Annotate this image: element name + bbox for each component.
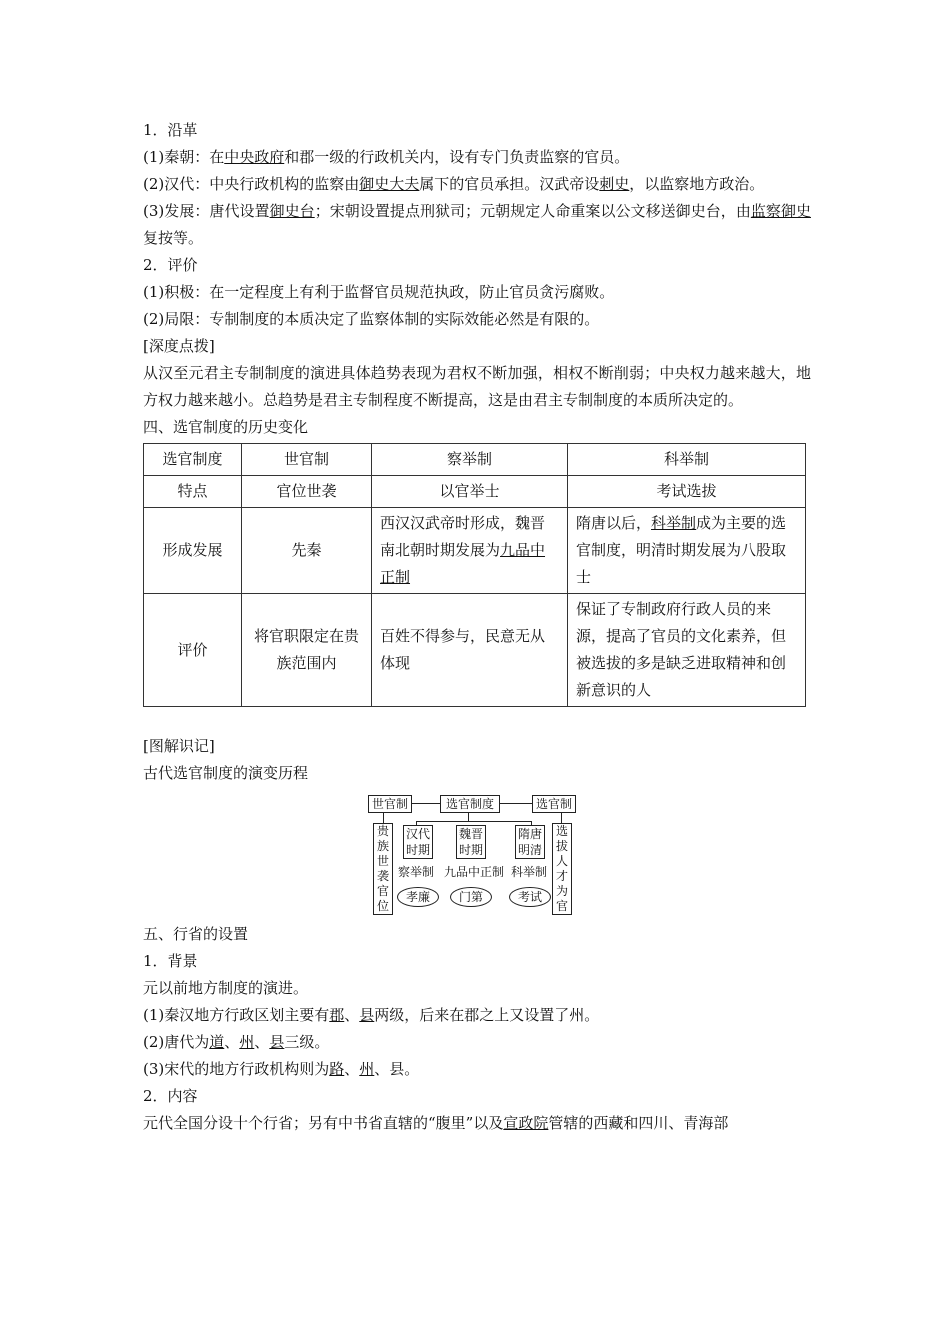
text: 元代全国分设十个行省；另有中书省直辖的“腹里”以及	[143, 1114, 504, 1132]
underlined-term: 中央政府	[224, 148, 285, 166]
table-cell	[372, 508, 568, 594]
underlined-term: 科举制	[651, 514, 697, 532]
text: 、	[344, 1006, 360, 1024]
paragraph	[143, 171, 811, 198]
method-label: 察举制	[398, 865, 435, 879]
text: (2)唐代为	[143, 1033, 210, 1051]
period-box-weijin: 魏晋时期	[456, 825, 486, 859]
table-cell: 保证了专制政府行政人员的来源，提高了官员的文化素养，但被选拔的多是缺乏进取精神和创新意识的人	[568, 594, 806, 707]
underlined-term: 九品中正制	[380, 541, 546, 586]
text: 、县。	[374, 1060, 420, 1078]
top-left-box: 世官制	[368, 795, 412, 813]
text: 两级，后来在郡之上又设置了州。	[374, 1006, 600, 1024]
basis-oval: 考试	[509, 887, 551, 907]
method-label: 九品中正制	[444, 865, 505, 879]
text: (2)汉代：中央行政机构的监察由	[143, 175, 360, 193]
section-heading: 2．评价	[143, 256, 198, 274]
table-row	[144, 444, 806, 476]
table-cell: 选官制度	[144, 444, 242, 476]
table-row	[144, 594, 806, 707]
left-vertical-box: 贵族世袭官位	[373, 823, 393, 915]
underlined-term: 御史台	[269, 202, 315, 220]
text: (1)秦朝：在	[143, 148, 225, 166]
underlined-term: 郡	[329, 1006, 345, 1024]
basis-oval: 孝廉	[397, 887, 439, 907]
text: 成为主要的选官制度，明清时期发展为八股取士	[576, 514, 787, 586]
text: 属下的官员承担。汉武帝设	[419, 175, 600, 193]
section-heading: 四、选官制度的历史变化	[143, 418, 309, 436]
section-heading: 2．内容	[143, 1087, 198, 1105]
method-label: 科举制	[511, 865, 548, 879]
connector-line	[499, 803, 532, 804]
table-row	[144, 508, 806, 594]
paragraph: 从汉至元君主专制制度的演进具体趋势表现为君权不断加强，相权不断削弱；中央权力越来越大，地方权力越来越小。总趋势是君主专制程度不断提高，这是由君主专制制度的本质所决定的。	[143, 364, 811, 409]
connector-line	[411, 803, 440, 804]
underlined-term: 路	[329, 1060, 345, 1078]
table-cell: 百姓不得参与，民意无从体现	[372, 594, 568, 707]
connector-line	[468, 813, 469, 821]
underlined-term: 御史大夫	[359, 175, 420, 193]
table-cell: 科举制	[568, 444, 806, 476]
connector-line	[561, 813, 562, 823]
text: (1)秦汉地方行政区划主要有	[143, 1006, 330, 1024]
text: 复按等。	[143, 229, 204, 247]
table-cell: 评价	[144, 594, 242, 707]
text: 管辖的西藏和四川、青海部	[548, 1114, 729, 1132]
section-heading: 1．沿革	[143, 121, 198, 139]
period-box-han: 汉代时期	[403, 825, 433, 859]
text: 、	[344, 1060, 360, 1078]
underlined-term: 刺史	[599, 175, 630, 193]
basis-oval: 门第	[450, 887, 492, 907]
underlined-term: 县	[269, 1033, 285, 1051]
paragraph: (2)局限：专制制度的本质决定了监察体制的实际效能必然是有限的。	[143, 310, 600, 328]
figure-caption: 古代选官制度的演变历程	[143, 764, 309, 782]
deep-label: [深度点拨]	[143, 337, 215, 355]
section-heading: 1．背景	[143, 952, 198, 970]
underlined-term: 州	[239, 1033, 255, 1051]
table-cell: 察举制	[372, 444, 568, 476]
section-heading: 五、行省的设置	[143, 925, 249, 943]
table-cell: 世官制	[242, 444, 372, 476]
text: (3)宋代的地方行政机构则为	[143, 1060, 330, 1078]
paragraph	[143, 1002, 811, 1029]
paragraph	[143, 1110, 811, 1137]
underlined-term: 宣政院	[503, 1114, 549, 1132]
figure-label: [图解识记]	[143, 737, 215, 755]
table-cell: 考试选拔	[568, 476, 806, 508]
paragraph: 元以前地方制度的演进。	[143, 979, 309, 997]
top-right-box: 选官制	[532, 795, 576, 813]
text: 和郡一级的行政机关内，设有专门负责监察的官员。	[284, 148, 630, 166]
text: 西汉汉武帝时形成，魏晋南北朝时期发展为	[380, 514, 546, 559]
underlined-term: 州	[359, 1060, 375, 1078]
text: 三级。	[284, 1033, 330, 1051]
top-mid-box: 选官制度	[440, 795, 500, 813]
text: ，以监察地方政治。	[629, 175, 765, 193]
text: 隋唐以后，	[576, 514, 652, 532]
table-cell: 特点	[144, 476, 242, 508]
selection-system-table	[143, 443, 806, 707]
paragraph	[143, 144, 811, 171]
period-box-suitang: 隋唐明清	[515, 825, 545, 859]
text: 、	[254, 1033, 270, 1051]
connector-line	[416, 821, 532, 822]
text: ；宋朝设置提点刑狱司；元朝规定人命重案以公文移送御史台，由	[314, 202, 751, 220]
paragraph: (1)积极：在一定程度上有利于监督官员规范执政，防止官员贪污腐败。	[143, 283, 615, 301]
table-cell: 形成发展	[144, 508, 242, 594]
paragraph	[143, 198, 811, 252]
underlined-term: 道	[209, 1033, 225, 1051]
table-row	[144, 476, 806, 508]
underlined-term: 县	[359, 1006, 375, 1024]
paragraph	[143, 1056, 811, 1083]
table-cell: 将官职限定在贵族范围内	[242, 594, 372, 707]
selection-evolution-diagram	[368, 795, 608, 915]
document-body	[143, 117, 811, 1137]
paragraph	[143, 1029, 811, 1056]
table-cell: 先秦	[242, 508, 372, 594]
table-cell	[568, 508, 806, 594]
text: 、	[224, 1033, 240, 1051]
table-cell: 以官举士	[372, 476, 568, 508]
connector-line	[383, 813, 384, 823]
table-cell: 官位世袭	[242, 476, 372, 508]
text: (3)发展：唐代设置	[143, 202, 270, 220]
underlined-term: 监察御史	[750, 202, 811, 220]
right-vertical-box: 选拔人才为官	[552, 823, 572, 915]
